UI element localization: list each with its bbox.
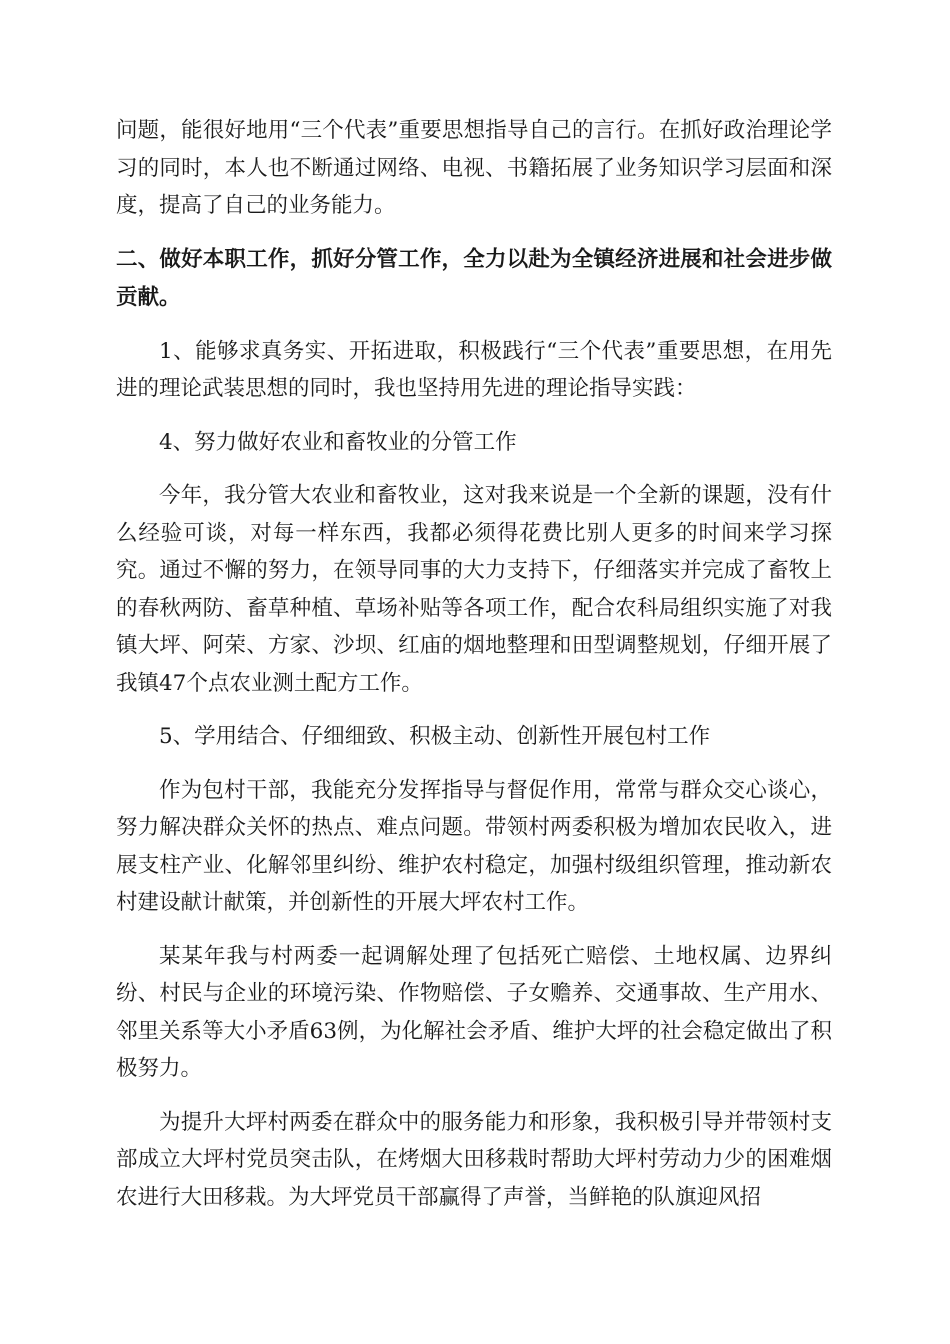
section-heading-2: 二、做好本职工作，抓好分管工作，全力以赴为全镇经济进展和社会进步做贡献。: [116, 246, 832, 310]
document-page: [116, 112, 832, 1216]
paragraph-intro: 问题，能很好地用“三个代表”重要思想指导自己的言行。在抓好政治理论学习的同时，本人也不断通过网络、电视、书籍拓展了业务知识学习层面和深度，提高了自己的业务能力。: [116, 118, 832, 218]
paragraph-item-5-title: 5、学用结合、仔细细致、积极主动、创新性开展包村工作: [159, 724, 711, 749]
paragraph-item-4-body: 今年，我分管大农业和畜牧业，这对我来说是一个全新的课题，没有什么经验可谈，对每一样东西，我都必须得花费比别人更多的时间来学习探究。通过不懈的努力，在领导同事的大力支持下，仔细落实并完成了畜牧上的春秋两防、畜草种植、草场补贴等各项工作，配合农科局组织实施了对我镇大坪、阿荣、方家、沙坝、红庙的烟地整理和田型调整规划，仔细开展了我镇47个点农业测土配方工作。: [116, 483, 832, 696]
paragraph-item-4-title: 4、努力做好农业和畜牧业的分管工作: [159, 429, 517, 455]
paragraph-commando-team: 为提升大坪村两委在群众中的服务能力和形象，我积极引导并带领村支部成立大坪村党员突击队，在烤烟大田移栽时帮助大坪村劳动力少的困难烟农进行大田移栽。为大坪党员干部赢得了声誉，当鲜艳的队旗迎风招: [116, 1109, 832, 1210]
paragraph-village-work: 作为包村干部，我能充分发挥指导与督促作用，常常与群众交心谈心，努力解决群众关怀的热点、难点问题。带领村两委积极为增加农民收入，进展支柱产业、化解邻里纠纷、维护农村稳定，加强村级组织管理，推动新农村建设献计献策，并创新性的开展大坪农村工作。: [116, 777, 832, 915]
paragraph-mediation: 某某年我与村两委一起调解处理了包括死亡赔偿、土地权属、边界纠纷、村民与企业的环境污染、作物赔偿、子女赡养、交通事故、生产用水、邻里关系等大小矛盾63例，为化解社会矛盾、维护大坪的社会稳定做出了积极努力。: [116, 943, 832, 1081]
paragraph-item-1: 1、能够求真务实、开拓进取，积极践行“三个代表”重要思想，在用先进的理论武装思想的同时，我也坚持用先进的理论指导实践：: [116, 338, 832, 401]
